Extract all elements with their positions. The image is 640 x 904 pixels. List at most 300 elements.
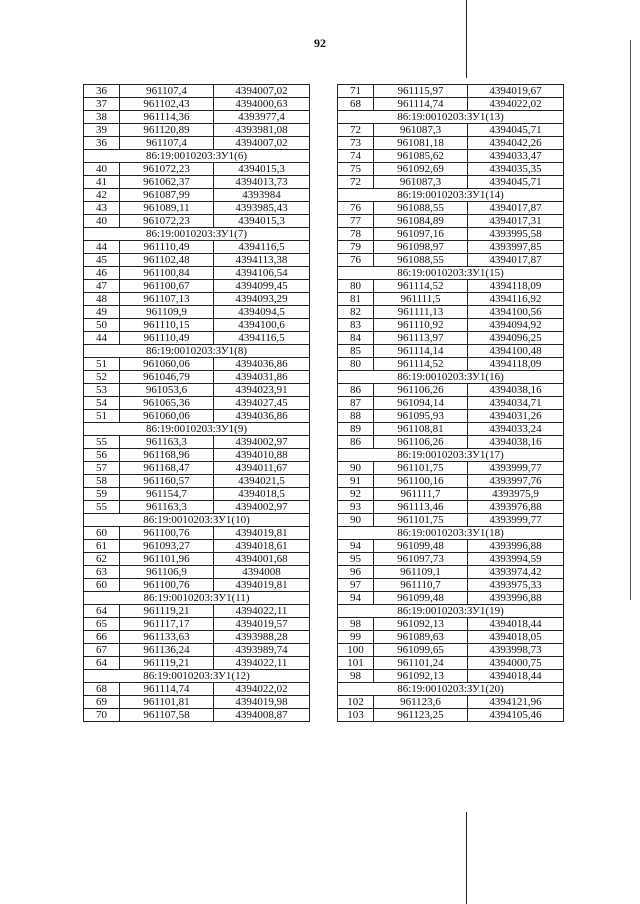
x-coordinate-cell: 961110,92 <box>374 319 468 332</box>
y-coordinate-cell: 4394036,86 <box>214 358 310 371</box>
table-row <box>338 657 564 670</box>
point-number-cell: 41 <box>84 176 120 189</box>
cadastral-parcel-label: 86:19:0010203:ЗУ1(10) <box>84 514 310 527</box>
x-coordinate-cell: 961102,48 <box>120 254 214 267</box>
table-row <box>338 163 564 176</box>
table-row <box>84 176 310 189</box>
x-coordinate-cell: 961114,74 <box>120 683 214 696</box>
point-number-cell: 98 <box>338 670 374 683</box>
table-row <box>338 644 564 657</box>
point-number-cell: 95 <box>338 553 374 566</box>
point-number-cell: 82 <box>338 306 374 319</box>
cadastral-parcel-label: 86:19:0010203:ЗУ1(15) <box>338 267 564 280</box>
y-coordinate-cell: 4394018,44 <box>468 670 564 683</box>
table-row <box>338 631 564 644</box>
table-row <box>338 696 564 709</box>
table-row <box>338 566 564 579</box>
table-row <box>338 98 564 111</box>
x-coordinate-cell: 961098,97 <box>374 241 468 254</box>
point-number-cell: 43 <box>84 202 120 215</box>
table-row <box>338 501 564 514</box>
y-coordinate-cell: 4394116,92 <box>468 293 564 306</box>
table-row <box>84 475 310 488</box>
x-coordinate-cell: 961088,55 <box>374 254 468 267</box>
point-number-cell: 60 <box>84 579 120 592</box>
x-coordinate-cell: 961060,06 <box>120 358 214 371</box>
table-row <box>84 98 310 111</box>
table-row <box>84 540 310 553</box>
point-number-cell: 87 <box>338 397 374 410</box>
point-number-cell: 48 <box>84 293 120 306</box>
x-coordinate-cell: 961097,16 <box>374 228 468 241</box>
point-number-cell: 70 <box>84 709 120 722</box>
y-coordinate-cell: 4394100,48 <box>468 345 564 358</box>
cadastral-parcel-label: 86:19:0010203:ЗУ1(7) <box>84 228 310 241</box>
table-row <box>84 605 310 618</box>
table-row <box>338 137 564 150</box>
cadastral-parcel-label: 86:19:0010203:ЗУ1(20) <box>338 683 564 696</box>
table-row <box>84 657 310 670</box>
cadastral-parcel-label: 86:19:0010203:ЗУ1(14) <box>338 189 564 202</box>
y-coordinate-cell: 4394017,87 <box>468 202 564 215</box>
cadastral-parcel-label: 86:19:0010203:ЗУ1(8) <box>84 345 310 358</box>
x-coordinate-cell: 961092,69 <box>374 163 468 176</box>
y-coordinate-cell: 4394007,02 <box>214 137 310 150</box>
y-coordinate-cell: 4394019,57 <box>214 618 310 631</box>
section-header-row <box>84 150 310 163</box>
cadastral-parcel-label: 86:19:0010203:ЗУ1(19) <box>338 605 564 618</box>
x-coordinate-cell: 961081,18 <box>374 137 468 150</box>
point-number-cell: 97 <box>338 579 374 592</box>
x-coordinate-cell: 961087,3 <box>374 124 468 137</box>
binder-line-top <box>466 0 467 78</box>
y-coordinate-cell: 4394023,91 <box>214 384 310 397</box>
y-coordinate-cell: 4394038,16 <box>468 384 564 397</box>
table-row <box>84 553 310 566</box>
x-coordinate-cell: 961133,63 <box>120 631 214 644</box>
table-row <box>338 553 564 566</box>
table-row <box>84 163 310 176</box>
coordinates-table-right-body <box>338 85 564 722</box>
y-coordinate-cell: 4394022,02 <box>468 98 564 111</box>
table-row <box>338 202 564 215</box>
table-row <box>84 358 310 371</box>
table-row <box>84 709 310 722</box>
point-number-cell: 98 <box>338 618 374 631</box>
y-coordinate-cell: 4394116,5 <box>214 241 310 254</box>
point-number-cell: 53 <box>84 384 120 397</box>
point-number-cell: 63 <box>84 566 120 579</box>
x-coordinate-cell: 961084,89 <box>374 215 468 228</box>
point-number-cell: 61 <box>84 540 120 553</box>
point-number-cell: 49 <box>84 306 120 319</box>
y-coordinate-cell: 4394017,87 <box>468 254 564 267</box>
point-number-cell: 60 <box>84 527 120 540</box>
x-coordinate-cell: 961111,7 <box>374 488 468 501</box>
x-coordinate-cell: 961168,96 <box>120 449 214 462</box>
point-number-cell: 51 <box>84 410 120 423</box>
table-row <box>84 254 310 267</box>
x-coordinate-cell: 961102,43 <box>120 98 214 111</box>
y-coordinate-cell: 4394093,29 <box>214 293 310 306</box>
point-number-cell: 79 <box>338 241 374 254</box>
point-number-cell: 83 <box>338 319 374 332</box>
y-coordinate-cell: 4394096,25 <box>468 332 564 345</box>
point-number-cell: 91 <box>338 475 374 488</box>
table-row <box>84 189 310 202</box>
x-coordinate-cell: 961099,48 <box>374 540 468 553</box>
y-coordinate-cell: 4394013,73 <box>214 176 310 189</box>
table-row <box>338 579 564 592</box>
x-coordinate-cell: 961101,24 <box>374 657 468 670</box>
x-coordinate-cell: 961114,74 <box>374 98 468 111</box>
x-coordinate-cell: 961163,3 <box>120 501 214 514</box>
section-header-row <box>338 449 564 462</box>
x-coordinate-cell: 961106,9 <box>120 566 214 579</box>
y-coordinate-cell: 4393976,88 <box>468 501 564 514</box>
x-coordinate-cell: 961111,5 <box>374 293 468 306</box>
x-coordinate-cell: 961109,1 <box>374 566 468 579</box>
x-coordinate-cell: 961092,13 <box>374 670 468 683</box>
table-row <box>84 696 310 709</box>
table-row <box>338 241 564 254</box>
y-coordinate-cell: 4394105,46 <box>468 709 564 722</box>
point-number-cell: 58 <box>84 475 120 488</box>
point-number-cell: 76 <box>338 254 374 267</box>
x-coordinate-cell: 961097,73 <box>374 553 468 566</box>
table-row <box>84 306 310 319</box>
table-row <box>338 410 564 423</box>
x-coordinate-cell: 961109,9 <box>120 306 214 319</box>
x-coordinate-cell: 961114,14 <box>374 345 468 358</box>
y-coordinate-cell: 4394022,11 <box>214 657 310 670</box>
table-row <box>338 176 564 189</box>
y-coordinate-cell: 4393995,58 <box>468 228 564 241</box>
section-header-row <box>84 423 310 436</box>
y-coordinate-cell: 4394017,31 <box>468 215 564 228</box>
table-row <box>338 618 564 631</box>
x-coordinate-cell: 961107,58 <box>120 709 214 722</box>
table-row <box>338 332 564 345</box>
x-coordinate-cell: 961101,96 <box>120 553 214 566</box>
y-coordinate-cell: 4394116,5 <box>214 332 310 345</box>
x-coordinate-cell: 961095,93 <box>374 410 468 423</box>
table-row <box>338 462 564 475</box>
x-coordinate-cell: 961110,49 <box>120 332 214 345</box>
point-number-cell: 73 <box>338 137 374 150</box>
point-number-cell: 47 <box>84 280 120 293</box>
table-row <box>338 384 564 397</box>
table-row <box>84 267 310 280</box>
table-row <box>338 124 564 137</box>
table-row <box>84 618 310 631</box>
x-coordinate-cell: 961114,36 <box>120 111 214 124</box>
y-coordinate-cell: 4393998,73 <box>468 644 564 657</box>
section-header-row <box>338 189 564 202</box>
table-row <box>84 85 310 98</box>
table-row <box>338 345 564 358</box>
table-row <box>84 124 310 137</box>
point-number-cell: 85 <box>338 345 374 358</box>
x-coordinate-cell: 961094,14 <box>374 397 468 410</box>
section-header-row <box>84 592 310 605</box>
x-coordinate-cell: 961053,6 <box>120 384 214 397</box>
point-number-cell: 40 <box>84 215 120 228</box>
y-coordinate-cell: 4394033,24 <box>468 423 564 436</box>
x-coordinate-cell: 961110,49 <box>120 241 214 254</box>
table-row <box>84 501 310 514</box>
y-coordinate-cell: 4394011,67 <box>214 462 310 475</box>
x-coordinate-cell: 961099,65 <box>374 644 468 657</box>
y-coordinate-cell: 4394100,56 <box>468 306 564 319</box>
table-row <box>84 215 310 228</box>
point-number-cell: 68 <box>84 683 120 696</box>
section-header-row <box>338 683 564 696</box>
point-number-cell: 65 <box>84 618 120 631</box>
x-coordinate-cell: 961101,81 <box>120 696 214 709</box>
x-coordinate-cell: 961106,26 <box>374 384 468 397</box>
x-coordinate-cell: 961119,21 <box>120 605 214 618</box>
page-number: 92 <box>314 36 326 50</box>
x-coordinate-cell: 961089,11 <box>120 202 214 215</box>
binder-line-right <box>630 40 631 600</box>
y-coordinate-cell: 4394106,54 <box>214 267 310 280</box>
point-number-cell: 57 <box>84 462 120 475</box>
x-coordinate-cell: 961085,62 <box>374 150 468 163</box>
point-number-cell: 80 <box>338 280 374 293</box>
point-number-cell: 76 <box>338 202 374 215</box>
x-coordinate-cell: 961119,21 <box>120 657 214 670</box>
table-row <box>84 371 310 384</box>
x-coordinate-cell: 961110,7 <box>374 579 468 592</box>
coordinates-table-left <box>83 84 310 722</box>
point-number-cell: 77 <box>338 215 374 228</box>
cadastral-parcel-label: 86:19:0010203:ЗУ1(16) <box>338 371 564 384</box>
point-number-cell: 100 <box>338 644 374 657</box>
x-coordinate-cell: 961114,52 <box>374 358 468 371</box>
x-coordinate-cell: 961100,76 <box>120 527 214 540</box>
y-coordinate-cell: 4393981,08 <box>214 124 310 137</box>
y-coordinate-cell: 4394018,61 <box>214 540 310 553</box>
y-coordinate-cell: 4394027,45 <box>214 397 310 410</box>
point-number-cell: 51 <box>84 358 120 371</box>
x-coordinate-cell: 961072,23 <box>120 163 214 176</box>
y-coordinate-cell: 4394018,05 <box>468 631 564 644</box>
y-coordinate-cell: 4394034,71 <box>468 397 564 410</box>
point-number-cell: 36 <box>84 85 120 98</box>
y-coordinate-cell: 4394021,5 <box>214 475 310 488</box>
y-coordinate-cell: 4394018,5 <box>214 488 310 501</box>
y-coordinate-cell: 4394000,63 <box>214 98 310 111</box>
x-coordinate-cell: 961100,67 <box>120 280 214 293</box>
point-number-cell: 55 <box>84 501 120 514</box>
table-row <box>338 254 564 267</box>
x-coordinate-cell: 961100,84 <box>120 267 214 280</box>
x-coordinate-cell: 961093,27 <box>120 540 214 553</box>
y-coordinate-cell: 4394038,16 <box>468 436 564 449</box>
y-coordinate-cell: 4394018,44 <box>468 618 564 631</box>
y-coordinate-cell: 4394002,97 <box>214 436 310 449</box>
point-number-cell: 74 <box>338 150 374 163</box>
table-row <box>84 319 310 332</box>
table-row <box>84 436 310 449</box>
table-row <box>338 670 564 683</box>
y-coordinate-cell: 4394035,35 <box>468 163 564 176</box>
y-coordinate-cell: 4394031,26 <box>468 410 564 423</box>
y-coordinate-cell: 4393974,42 <box>468 566 564 579</box>
point-number-cell: 52 <box>84 371 120 384</box>
table-row <box>84 410 310 423</box>
y-coordinate-cell: 4393977,4 <box>214 111 310 124</box>
x-coordinate-cell: 961101,75 <box>374 514 468 527</box>
x-coordinate-cell: 961088,55 <box>374 202 468 215</box>
section-header-row <box>338 371 564 384</box>
cadastral-parcel-label: 86:19:0010203:ЗУ1(12) <box>84 670 310 683</box>
table-row <box>338 488 564 501</box>
x-coordinate-cell: 961117,17 <box>120 618 214 631</box>
point-number-cell: 36 <box>84 137 120 150</box>
cadastral-parcel-label: 86:19:0010203:ЗУ1(13) <box>338 111 564 124</box>
x-coordinate-cell: 961087,99 <box>120 189 214 202</box>
x-coordinate-cell: 961110,15 <box>120 319 214 332</box>
y-coordinate-cell: 4394100,6 <box>214 319 310 332</box>
x-coordinate-cell: 961101,75 <box>374 462 468 475</box>
table-row <box>338 475 564 488</box>
point-number-cell: 46 <box>84 267 120 280</box>
y-coordinate-cell: 4394118,09 <box>468 358 564 371</box>
table-row <box>84 449 310 462</box>
table-row <box>338 280 564 293</box>
point-number-cell: 90 <box>338 514 374 527</box>
point-number-cell: 72 <box>338 124 374 137</box>
x-coordinate-cell: 961107,4 <box>120 137 214 150</box>
point-number-cell: 81 <box>338 293 374 306</box>
y-coordinate-cell: 4394008,87 <box>214 709 310 722</box>
table-row <box>84 202 310 215</box>
point-number-cell: 92 <box>338 488 374 501</box>
table-row <box>338 397 564 410</box>
x-coordinate-cell: 961168,47 <box>120 462 214 475</box>
y-coordinate-cell: 4394118,09 <box>468 280 564 293</box>
x-coordinate-cell: 961107,4 <box>120 85 214 98</box>
point-number-cell: 64 <box>84 657 120 670</box>
y-coordinate-cell: 4393999,77 <box>468 462 564 475</box>
table-row <box>84 683 310 696</box>
y-coordinate-cell: 4394031,86 <box>214 371 310 384</box>
section-header-row <box>338 605 564 618</box>
table-row <box>338 228 564 241</box>
y-coordinate-cell: 4394045,71 <box>468 124 564 137</box>
table-row <box>84 332 310 345</box>
point-number-cell: 101 <box>338 657 374 670</box>
x-coordinate-cell: 961115,97 <box>374 85 468 98</box>
y-coordinate-cell: 4394022,02 <box>214 683 310 696</box>
point-number-cell: 45 <box>84 254 120 267</box>
table-row <box>338 540 564 553</box>
point-number-cell: 86 <box>338 436 374 449</box>
table-row <box>84 397 310 410</box>
point-number-cell: 38 <box>84 111 120 124</box>
x-coordinate-cell: 961099,48 <box>374 592 468 605</box>
point-number-cell: 103 <box>338 709 374 722</box>
point-number-cell: 68 <box>338 98 374 111</box>
y-coordinate-cell: 4394121,96 <box>468 696 564 709</box>
point-number-cell: 84 <box>338 332 374 345</box>
table-row <box>84 280 310 293</box>
coordinates-table-right <box>337 84 564 722</box>
section-header-row <box>338 527 564 540</box>
table-row <box>84 462 310 475</box>
cadastral-parcel-label: 86:19:0010203:ЗУ1(6) <box>84 150 310 163</box>
y-coordinate-cell: 4394015,3 <box>214 215 310 228</box>
x-coordinate-cell: 961089,63 <box>374 631 468 644</box>
table-row <box>84 631 310 644</box>
point-number-cell: 64 <box>84 605 120 618</box>
point-number-cell: 102 <box>338 696 374 709</box>
y-coordinate-cell: 4394033,47 <box>468 150 564 163</box>
table-row <box>84 384 310 397</box>
table-row <box>84 241 310 254</box>
x-coordinate-cell: 961123,6 <box>374 696 468 709</box>
y-coordinate-cell: 4394019,67 <box>468 85 564 98</box>
point-number-cell: 40 <box>84 163 120 176</box>
point-number-cell: 67 <box>84 644 120 657</box>
x-coordinate-cell: 961107,13 <box>120 293 214 306</box>
table-row <box>84 579 310 592</box>
y-coordinate-cell: 4394094,5 <box>214 306 310 319</box>
point-number-cell: 93 <box>338 501 374 514</box>
x-coordinate-cell: 961123,25 <box>374 709 468 722</box>
x-coordinate-cell: 961108,81 <box>374 423 468 436</box>
point-number-cell: 56 <box>84 449 120 462</box>
table-row <box>338 85 564 98</box>
point-number-cell: 88 <box>338 410 374 423</box>
table-row <box>84 293 310 306</box>
table-row <box>338 293 564 306</box>
point-number-cell: 94 <box>338 592 374 605</box>
y-coordinate-cell: 4394010,88 <box>214 449 310 462</box>
point-number-cell: 80 <box>338 358 374 371</box>
point-number-cell: 99 <box>338 631 374 644</box>
y-coordinate-cell: 4394019,81 <box>214 527 310 540</box>
point-number-cell: 59 <box>84 488 120 501</box>
point-number-cell: 42 <box>84 189 120 202</box>
table-row <box>338 592 564 605</box>
y-coordinate-cell: 4394042,26 <box>468 137 564 150</box>
section-header-row <box>84 670 310 683</box>
y-coordinate-cell: 4393997,85 <box>468 241 564 254</box>
x-coordinate-cell: 961154,7 <box>120 488 214 501</box>
point-number-cell: 44 <box>84 332 120 345</box>
table-row <box>84 566 310 579</box>
table-row <box>338 215 564 228</box>
point-number-cell: 78 <box>338 228 374 241</box>
x-coordinate-cell: 961111,13 <box>374 306 468 319</box>
x-coordinate-cell: 961100,76 <box>120 579 214 592</box>
y-coordinate-cell: 4394015,3 <box>214 163 310 176</box>
x-coordinate-cell: 961106,26 <box>374 436 468 449</box>
y-coordinate-cell: 4394094,92 <box>468 319 564 332</box>
point-number-cell: 54 <box>84 397 120 410</box>
y-coordinate-cell: 4394000,75 <box>468 657 564 670</box>
table-row <box>338 306 564 319</box>
y-coordinate-cell: 4394008 <box>214 566 310 579</box>
x-coordinate-cell: 961092,13 <box>374 618 468 631</box>
x-coordinate-cell: 961114,52 <box>374 280 468 293</box>
x-coordinate-cell: 961072,23 <box>120 215 214 228</box>
y-coordinate-cell: 4394019,98 <box>214 696 310 709</box>
x-coordinate-cell: 961136,24 <box>120 644 214 657</box>
